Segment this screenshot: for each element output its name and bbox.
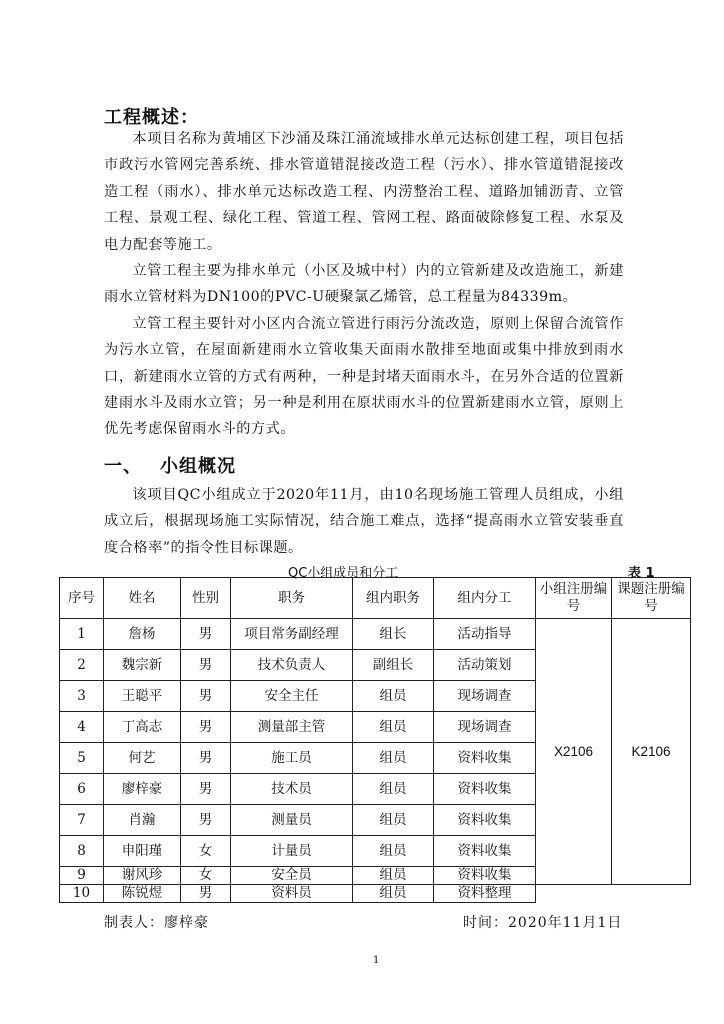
cell-position: 技术负责人 (231, 650, 353, 681)
header-name: 姓名 (104, 578, 181, 619)
cell-gender: 男 (181, 681, 231, 712)
cell-division: 资料收集 (434, 805, 536, 836)
header-group-role: 组内职务 (353, 578, 434, 619)
cell-division: 现场调查 (434, 681, 536, 712)
cell-seq: 4 (60, 712, 104, 743)
overview-paragraph-2: 立管工程主要为排水单元（小区及城中村）内的立管新建及改造施工，新建雨水立管材料为DN100的PVC-U硬聚氯乙烯管，总工程量为84339m。 (104, 263, 624, 306)
cell-name: 廖梓豪 (104, 774, 181, 805)
cell-role: 组员 (353, 805, 434, 836)
cell-division: 活动策划 (434, 650, 536, 681)
cell-name: 王聪平 (104, 681, 181, 712)
cell-division: 资料收集 (434, 836, 536, 867)
table-header-row (60, 578, 691, 619)
cell-seq: 3 (60, 681, 104, 712)
header-position: 职务 (231, 578, 353, 619)
header-group-reg: 小组注册编号 (536, 578, 612, 619)
cell-seq: 5 (60, 743, 104, 774)
overview-paragraph-3: 立管工程主要针对小区内合流立管进行雨污分流改造，原则上保留合流管作为污水立管，在屋面新建雨水立管收集天面雨水散排至地面或集中排放到雨水口，新建雨水立管的方式有两种，一种是封堵天面雨水斗，在另外合适的位置新建雨水斗及雨水立管；另一种是利用在原状雨水斗的位置新建雨水立管，原则上优先考虑保留雨水斗的方式。 (104, 315, 624, 438)
overview-paragraph-1: 本项目名称为黄埔区下沙涌及珠江涌流域排水单元达标创建工程，项目包括市政污水管网完善系统、排水管道错混接改造工程（污水）、排水管道错混接改造工程（雨水）、排水单元达标改造工程、内涝整治工程、道路加铺沥青、立管工程、景观工程、绿化工程、管道工程、管网工程、路面破除修复工程、水泵及电力配套等施工。 (104, 131, 624, 253)
cell-gender: 男 (181, 650, 231, 681)
cell-seq: 6 (60, 774, 104, 805)
group-reg-number: X2106 (536, 619, 612, 885)
cell-name: 何艺 (104, 743, 181, 774)
cell-gender: 女 (181, 836, 231, 867)
cell-division: 资料收集 (434, 867, 536, 885)
cell-gender: 男 (181, 743, 231, 774)
section-title: 小组概况 (160, 456, 236, 477)
cell-division: 现场调查 (434, 712, 536, 743)
cell-position: 项目常务副经理 (231, 619, 353, 650)
cell-gender: 男 (181, 619, 231, 650)
overview-body (104, 126, 624, 443)
overview-title: 工程概述： (104, 107, 199, 128)
cell-position: 资料员 (231, 885, 353, 903)
cell-role: 组员 (353, 743, 434, 774)
cell-name: 肖瀚 (104, 805, 181, 836)
header-gender: 性别 (181, 578, 231, 619)
cell-seq: 9 (60, 867, 104, 885)
cell-name: 丁高志 (104, 712, 181, 743)
cell-seq: 1 (60, 619, 104, 650)
cell-seq: 10 (60, 885, 104, 903)
header-topic-reg: 课题注册编号 (612, 578, 691, 619)
cell-role: 组员 (353, 836, 434, 867)
cell-seq: 2 (60, 650, 104, 681)
table-maker: 制表人：廖梓豪 (104, 915, 209, 931)
header-division: 组内分工 (434, 578, 536, 619)
cell-division: 资料收集 (434, 774, 536, 805)
cell-role: 组员 (353, 681, 434, 712)
cell-gender: 男 (181, 805, 231, 836)
cell-position: 安全员 (231, 867, 353, 885)
cell-gender: 男 (181, 885, 231, 903)
cell-position: 安全主任 (231, 681, 353, 712)
cell-role: 组员 (353, 774, 434, 805)
page-number: 1 (373, 955, 380, 966)
cell-gender: 女 (181, 867, 231, 885)
cell-name: 陈锐煜 (104, 885, 181, 903)
cell-seq: 7 (60, 805, 104, 836)
qc-members-table (59, 577, 691, 903)
cell-role: 组员 (353, 885, 434, 903)
cell-position: 施工员 (231, 743, 353, 774)
table-number: 表 1 (628, 566, 655, 581)
table-date: 时间：2020年11月1日 (463, 915, 623, 931)
cell-name: 申阳瑾 (104, 836, 181, 867)
header-seq: 序号 (60, 578, 104, 619)
cell-gender: 男 (181, 712, 231, 743)
section-number: 一、 (104, 456, 142, 477)
cell-gender: 男 (181, 774, 231, 805)
cell-division: 活动指导 (434, 619, 536, 650)
cell-position: 技术员 (231, 774, 353, 805)
cell-division: 资料收集 (434, 743, 536, 774)
table-row (60, 619, 691, 650)
cell-name: 谢风珍 (104, 867, 181, 885)
cell-division: 资料整理 (434, 885, 536, 903)
table-body (60, 619, 691, 903)
cell-name: 魏宗新 (104, 650, 181, 681)
section-heading (104, 452, 236, 478)
cell-position: 计量员 (231, 836, 353, 867)
cell-role: 副组长 (353, 650, 434, 681)
cell-role: 组员 (353, 867, 434, 885)
table-row (60, 885, 691, 903)
section-body (104, 482, 624, 561)
cell-role: 组长 (353, 619, 434, 650)
table-caption: QC小组成员和分工 (288, 566, 399, 581)
cell-position: 测量部主管 (231, 712, 353, 743)
section-paragraph: 该项目QC小组成立于2020年11月，由10名现场施工管理人员组成，小组成立后，根据现场施工实际情况，结合施工难点，选择“提高雨水立管安装垂直度合格率”的指令性目标课题。 (104, 487, 624, 556)
cell-role: 组员 (353, 712, 434, 743)
topic-reg-number: K2106 (612, 619, 691, 885)
cell-seq: 8 (60, 836, 104, 867)
cell-name: 詹杨 (104, 619, 181, 650)
cell-position: 测量员 (231, 805, 353, 836)
